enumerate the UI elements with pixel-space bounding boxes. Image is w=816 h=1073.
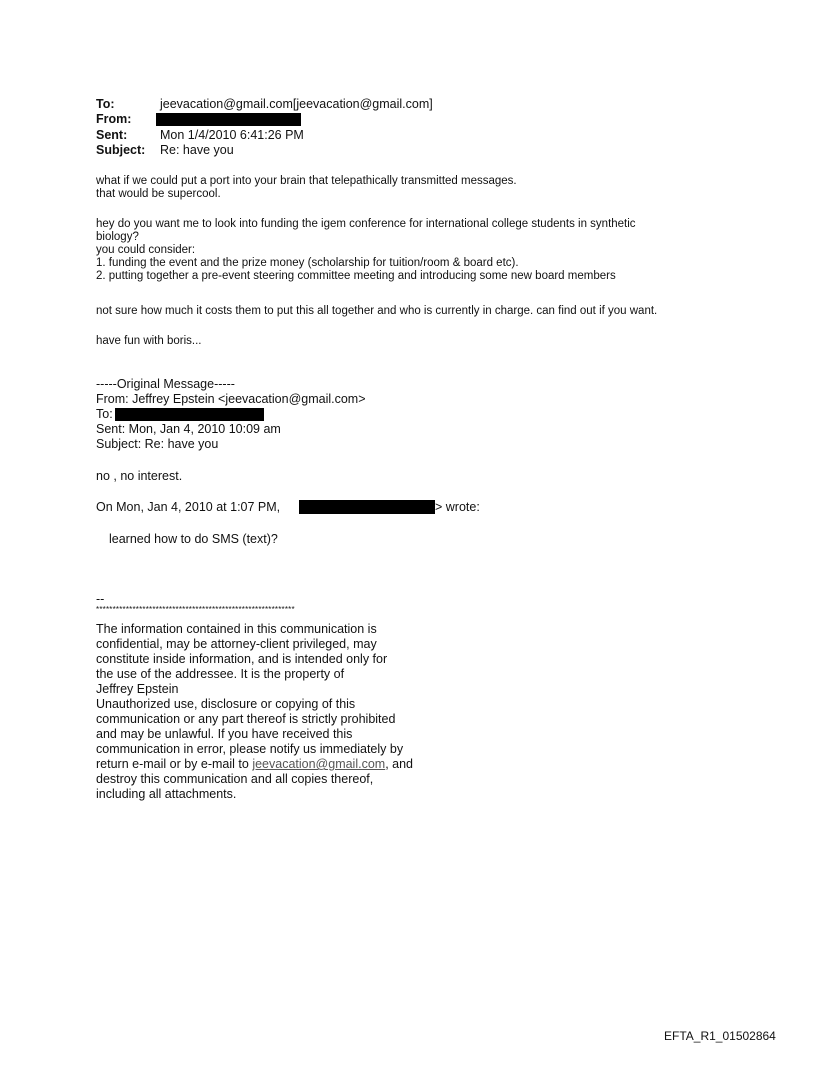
disclaimer-line: destroy this communication and all copies thereof, [96,772,374,786]
body-line: 2. putting together a pre-event steering committee meeting and introducing some new board members [96,270,616,282]
quote-attribution-suffix: > wrote: [435,500,480,514]
original-reply: no , no interest. [96,469,183,483]
signature-stars: ************************************************************ [96,605,295,614]
disclaimer-line [96,757,413,772]
body-line: hey do you want me to look into funding the igem conference for international college students in synthetic [96,218,636,230]
subject-value: Re: have you [160,143,234,157]
disclaimer-line: and may be unlawful. If you have received this [96,727,353,741]
body-paragraph: not sure how much it costs them to put this all together and who is currently in charge. can find out if you want. [96,305,658,317]
quoted-text: learned how to do SMS (text)? [109,532,278,546]
quote-attribution-prefix: On Mon, Jan 4, 2010 at 1:07 PM, [96,500,281,514]
signature-disclaimer [96,622,413,802]
body-line: 1. funding the event and the prize money (scholarship for tuition/room & board etc). [96,257,519,269]
disclaimer-line: confidential, may be attorney-client privileged, may [96,637,377,651]
subject-label: Subject: [96,143,146,157]
original-sent: Sent: Mon, Jan 4, 2010 10:09 am [96,422,281,436]
body-paragraph: have fun with boris... [96,335,202,347]
original-to: To: [96,407,113,421]
disclaimer-line: communication or any part thereof is strictly prohibited [96,712,396,726]
sent-label: Sent: [96,128,128,142]
body-line: you could consider: [96,244,196,256]
body-line: that would be supercool. [96,188,221,200]
signature-dashes: -- [96,592,105,606]
disclaimer-line: the use of the addressee. It is the property of [96,667,345,681]
disclaimer-line: Jeffrey Epstein [96,682,179,696]
sent-value: Mon 1/4/2010 6:41:26 PM [160,128,304,142]
disclaimer-line: constitute inside information, and is intended only for [96,652,388,666]
document-id: EFTA_R1_01502864 [664,1029,776,1043]
body-line: biology? [96,231,139,243]
disclaimer-line: including all attachments. [96,787,237,801]
original-subject: Subject: Re: have you [96,437,219,451]
body-paragraph [96,175,517,201]
redaction-bar [299,500,435,514]
to-label: To: [96,97,115,111]
disclaimer-line: The information contained in this communication is [96,622,377,636]
from-label: From: [96,112,132,126]
email-prefix: return e-mail or by e-mail to [96,757,249,771]
email-link[interactable]: jeevacation@gmail.com [252,757,386,771]
disclaimer-line: Unauthorized use, disclosure or copying of this [96,697,356,711]
redaction-bar [115,408,264,421]
redaction-bar [156,113,301,126]
disclaimer-line: communication in error, please notify us immediately by [96,742,404,756]
email-suffix: , and [385,757,414,771]
original-separator: -----Original Message----- [96,377,235,391]
body-paragraph [96,218,636,283]
to-value: jeevacation@gmail.com[jeevacation@gmail.com] [160,97,433,111]
original-from: From: Jeffrey Epstein <jeevacation@gmail.com> [96,392,366,406]
body-line: what if we could put a port into your brain that telepathically transmitted messages. [96,175,517,187]
